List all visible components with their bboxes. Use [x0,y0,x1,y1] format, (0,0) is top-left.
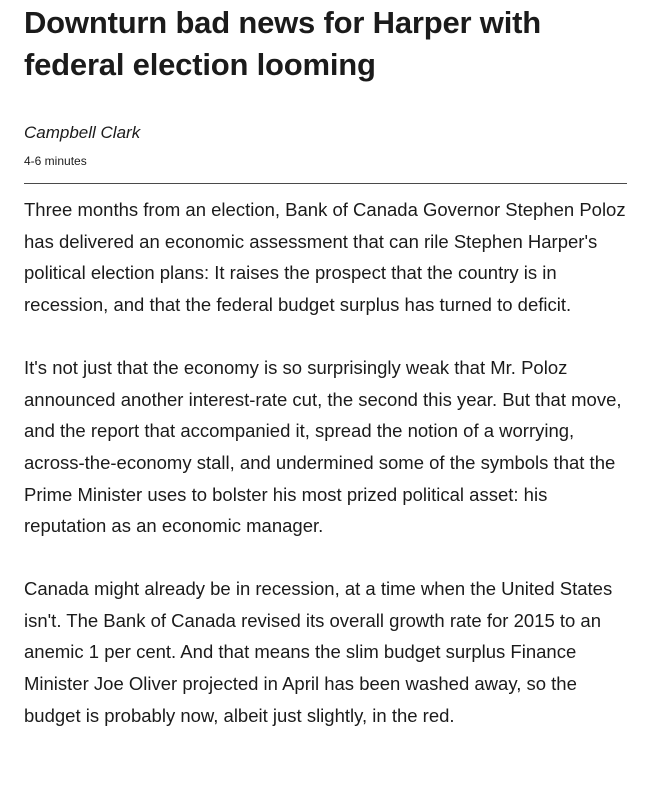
article-author: Campbell Clark [24,123,141,142]
article-title: Downturn bad news for Harper with federal election looming [24,5,541,82]
paragraph-3: Canada might already be in recession, at a time when the United States isn't. The Bank of Canada revised its overall growth rate for 2015 to an anemic 1 per cent. And that means the slim budget surplus Finance Minister Joe Oliver projected in April has been washed away, so the budget is probably now, albeit just slightly, in the red. [24,578,613,726]
paragraph-1: Three months from an election, Bank of Canada Governor Stephen Poloz has delivered an economic assessment that can rile Stephen Harper's political election plans: It raises the prospect that the country is in recession, and that the federal budget surplus has turned to deficit. [24,199,626,316]
paragraph-2: It's not just that the economy is so surprisingly weak that Mr. Poloz announced another interest-rate cut, the second this year. But that move, and the report that accompanied it, spread the notion of a worrying, across-the-economy stall, and undermined some of the symbols that the Prime Minister uses to bolster his most prized political asset: his reputation as an economic manager. [24,356,622,537]
reading-time: 4-6 minutes [24,154,87,168]
article [24,0,628,763]
article-body [24,194,628,732]
header-divider [24,183,627,184]
